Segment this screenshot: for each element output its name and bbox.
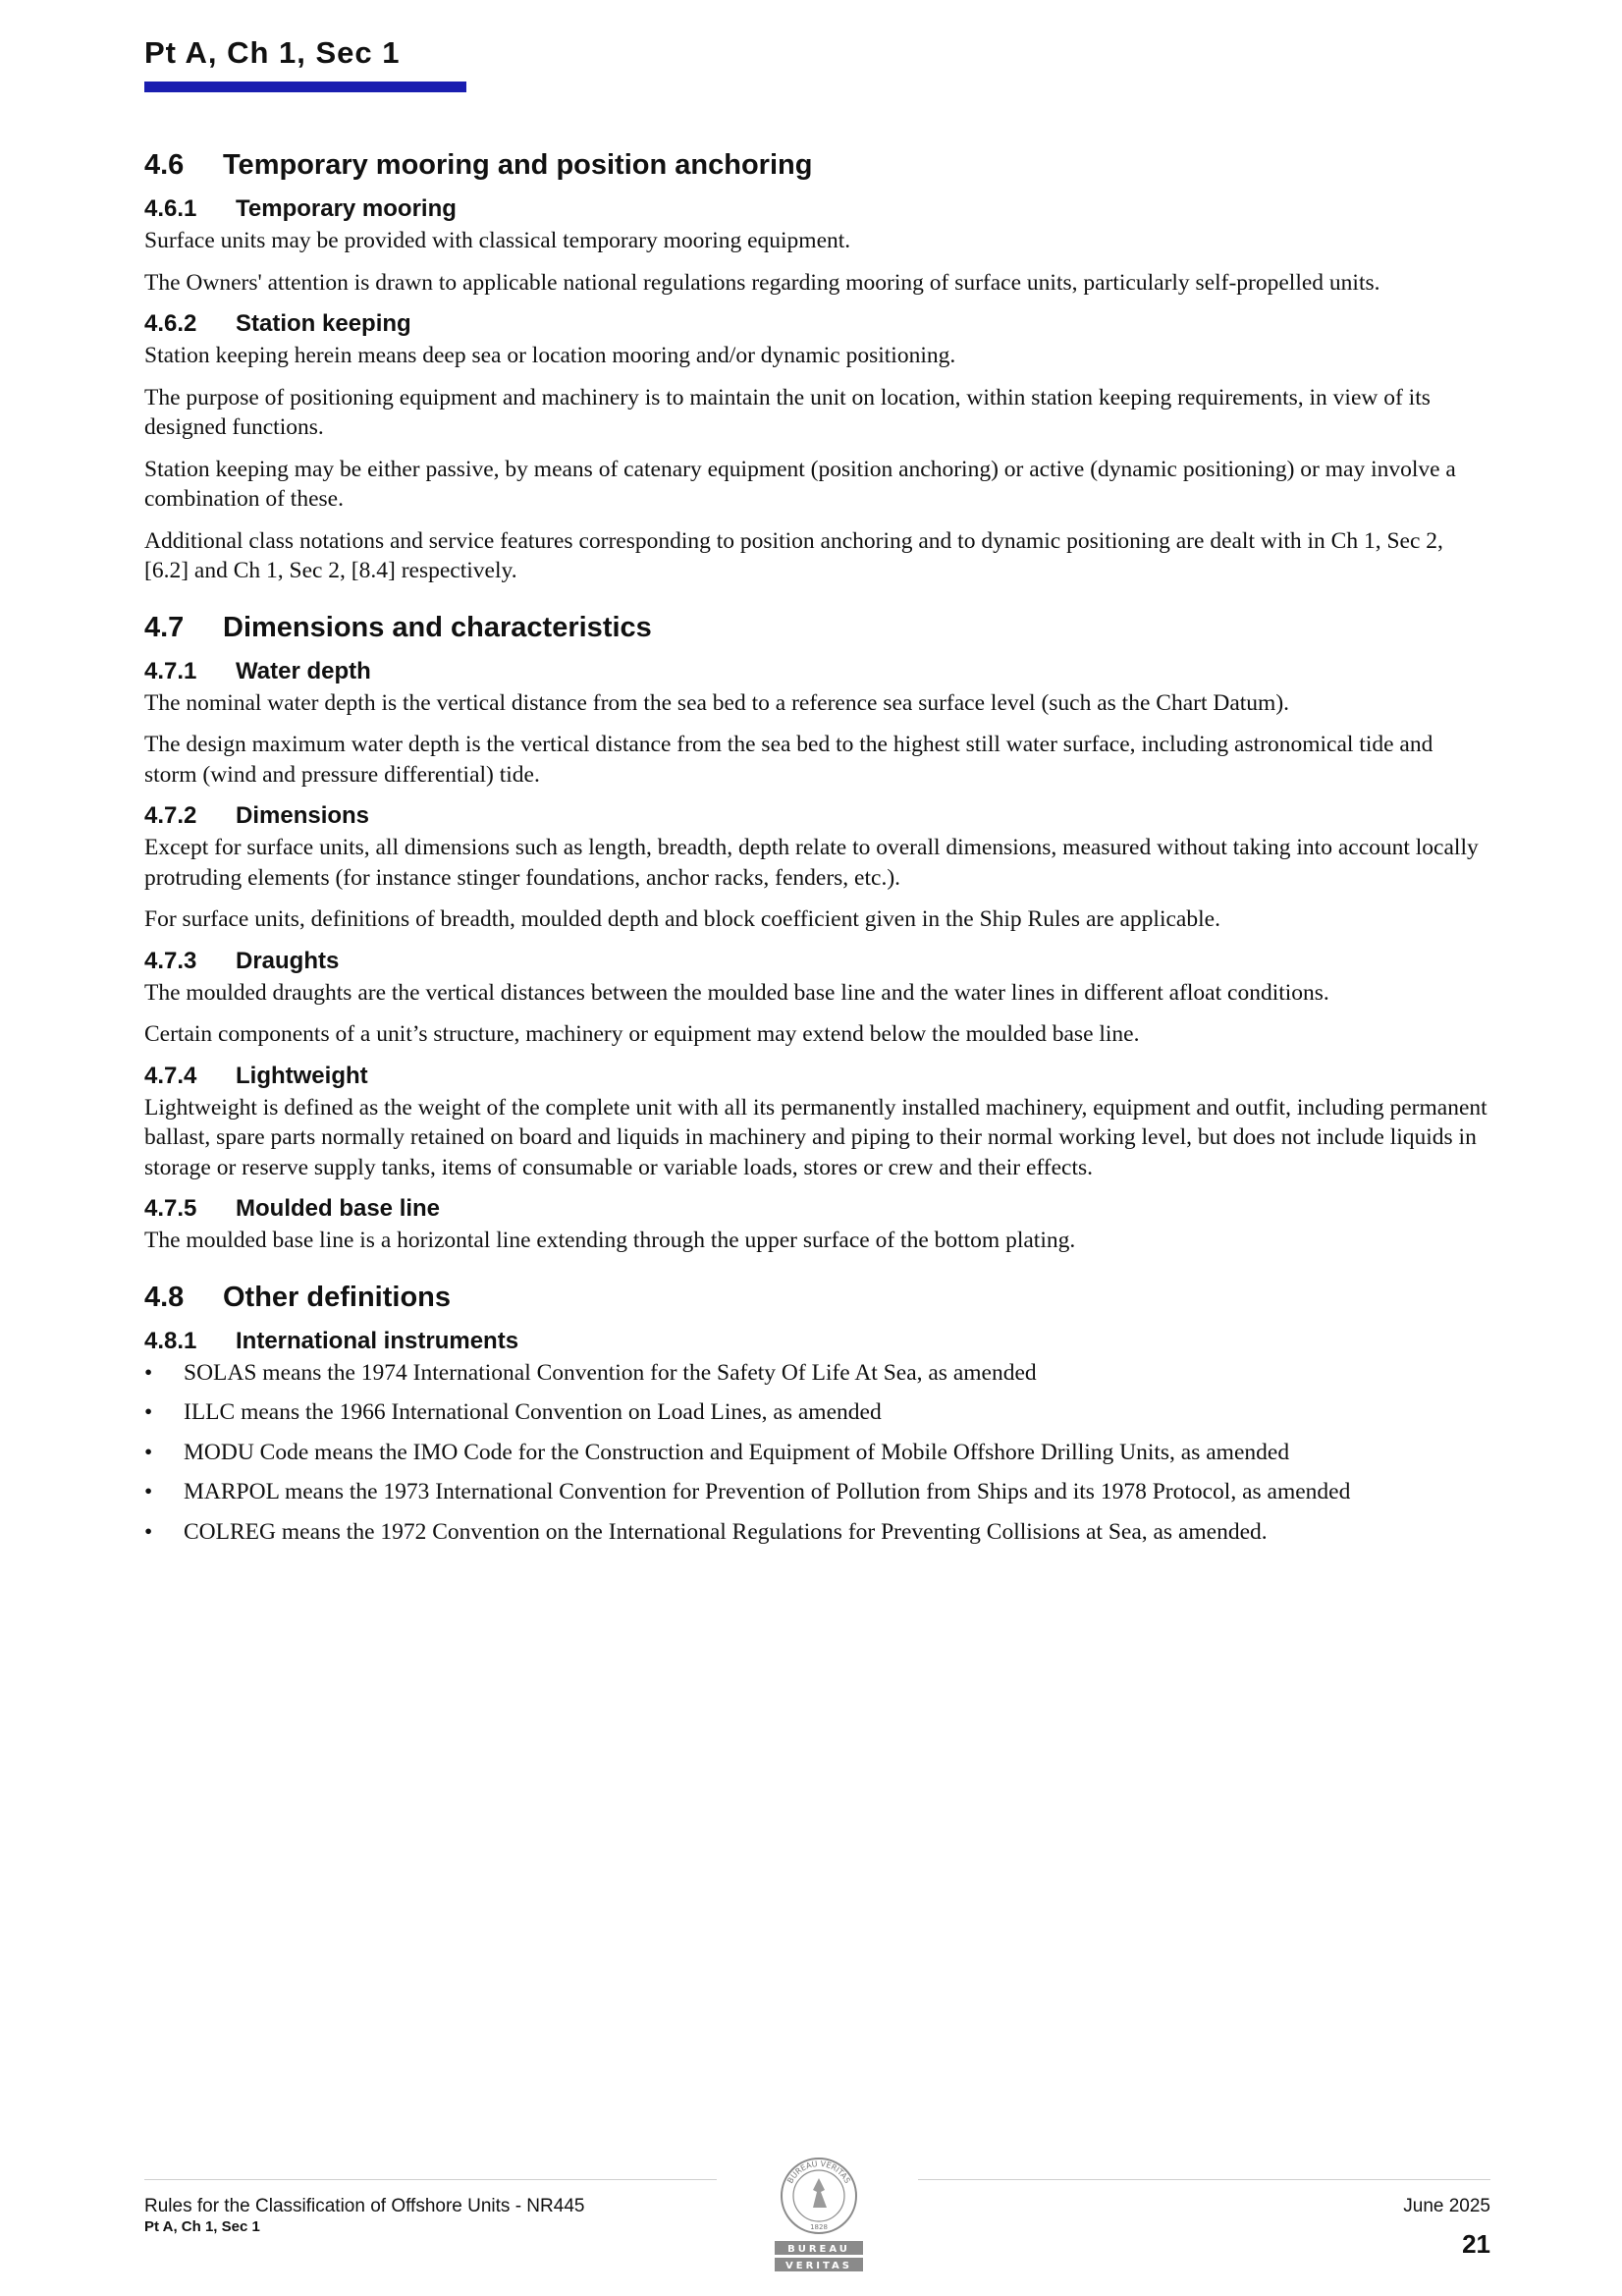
paragraph: Station keeping herein means deep sea or location mooring and/or dynamic positioning.: [144, 343, 956, 368]
list-item: [144, 1358, 1489, 1389]
bullet-marker: •: [144, 1399, 153, 1425]
paragraph: For surface units, definitions of breadth, moulded depth and block coefficient given in the Ship Rules are applicable.: [144, 906, 1220, 932]
paragraph: The nominal water depth is the vertical distance from the sea bed to a reference sea surface level (such as the Chart Datum).: [144, 689, 1290, 716]
subsection-title: Station keeping: [236, 310, 411, 337]
document-body: [144, 145, 1489, 1557]
paragraph: The Owners' attention is drawn to applicable national regulations regarding mooring of surface units, particularly self-propelled units.: [144, 269, 1380, 296]
subsection-title: Dimensions: [236, 802, 370, 829]
subsection-title: International instruments: [236, 1327, 519, 1354]
page-number: 21: [1462, 2229, 1490, 2259]
bullet-marker: •: [144, 1439, 153, 1465]
logo-word-2: VERITAS: [785, 2261, 852, 2271]
subsection-heading: [144, 1192, 1489, 1226]
subsection-heading: [144, 192, 1489, 226]
list-item-text: MARPOL means the 1973 International Convention for Prevention of Pollution from Ships and its 1978 Protocol, as amended: [184, 1479, 1351, 1504]
paragraph: The moulded draughts are the vertical distances between the moulded base line and the water lines in different afloat conditions.: [144, 979, 1329, 1006]
section-title: Dimensions and characteristics: [223, 611, 652, 643]
paragraph: The purpose of positioning equipment and machinery is to maintain the unit on location, within station keeping requirements, in view of its designed functions.: [144, 384, 1431, 440]
list-item: [144, 1397, 1489, 1428]
section-number: 4.7: [144, 611, 185, 643]
list-item-text: ILLC means the 1966 International Convention on Load Lines, as amended: [184, 1399, 882, 1425]
header-bar: [144, 82, 466, 92]
logo-word-1: BUREAU: [787, 2244, 850, 2255]
paragraph: The moulded base line is a horizontal line extending through the upper surface of the bottom plating.: [144, 1228, 1076, 1253]
bullet-marker: •: [144, 1518, 153, 1545]
subsection-number: 4.7.4: [144, 1062, 197, 1089]
subsection-number: 4.7.1: [144, 657, 197, 684]
list-item: [144, 1438, 1489, 1468]
subsection-title: Draughts: [236, 947, 340, 974]
logo-ring-text: BUREAU VERITAS: [785, 2159, 852, 2185]
paragraph: Lightweight is defined as the weight of the complete unit with all its permanently installed machinery, equipment and outfit, including permanent ballast, spare parts normally retained on board and liquids in machinery and piping to their normal working level, but does not include liquids in storage or reserve supply tanks, items of consumable or variable loads, stores or crew and their effects.: [144, 1094, 1487, 1180]
section-number: 4.6: [144, 149, 185, 181]
footer-divider-left: [144, 2179, 717, 2180]
running-header: [144, 35, 401, 71]
list-item-text: COLREG means the 1972 Convention on the International Regulations for Preventing Collisions at Sea, as amended.: [184, 1518, 1268, 1545]
subsection-heading: [144, 1325, 1489, 1358]
subsection-title: Lightweight: [236, 1062, 368, 1089]
paragraph: Station keeping may be either passive, by means of catenary equipment (position anchoring) or active (dynamic positioning) or may involve a combination of these.: [144, 456, 1456, 512]
bullet-marker: •: [144, 1359, 153, 1386]
section-number: 4.8: [144, 1281, 185, 1313]
subsection-heading: [144, 799, 1489, 833]
subsection-title: Water depth: [236, 657, 371, 684]
bullet-list: [144, 1358, 1489, 1548]
subsection-heading: [144, 307, 1489, 341]
subsection-number: 4.8.1: [144, 1327, 197, 1354]
subsection-number: 4.6.1: [144, 195, 197, 222]
section-heading: [144, 608, 1489, 647]
section-heading: [144, 145, 1489, 185]
footer-section-ref: Pt A, Ch 1, Sec 1: [144, 2218, 260, 2235]
list-item-text: SOLAS means the 1974 International Convention for the Safety Of Life At Sea, as amended: [184, 1359, 1037, 1386]
footer-divider-right: [918, 2179, 1490, 2180]
logo-year: 1828: [810, 2223, 828, 2231]
subsection-title: Temporary mooring: [236, 195, 457, 222]
footer-right: [1403, 2196, 1490, 2260]
subsection-heading: [144, 945, 1489, 978]
subsection-heading: [144, 655, 1489, 688]
paragraph: Except for surface units, all dimensions such as length, breadth, depth relate to overall dimensions, measured without taking into account locally protruding elements (for instance stinger foundations, anchor racks, fenders, etc.).: [144, 835, 1479, 891]
list-item: [144, 1477, 1489, 1507]
paragraph: Surface units may be provided with classical temporary mooring equipment.: [144, 228, 851, 253]
section-heading: [144, 1278, 1489, 1317]
subsection-heading: [144, 1060, 1489, 1093]
bullet-marker: •: [144, 1479, 153, 1504]
section-title: Other definitions: [223, 1281, 451, 1313]
list-item: [144, 1517, 1489, 1548]
list-item-text: MODU Code means the IMO Code for the Construction and Equipment of Mobile Offshore Drilling Units, as amended: [184, 1439, 1290, 1465]
paragraph: The design maximum water depth is the vertical distance from the sea bed to the highest still water surface, including astronomical tide and storm (wind and pressure differential) tide.: [144, 732, 1433, 788]
header-title: Pt A, Ch 1, Sec 1: [144, 35, 401, 70]
paragraph: Certain components of a unit’s structure, machinery or equipment may extend below the moulded base line.: [144, 1021, 1140, 1047]
paragraph: Additional class notations and service features corresponding to position anchoring and to dynamic positioning are dealt with in Ch 1, Sec 2, [6.2] and Ch 1, Sec 2, [8.4] respectively.: [144, 527, 1443, 583]
subsection-number: 4.7.3: [144, 947, 197, 974]
subsection-number: 4.7.2: [144, 802, 197, 829]
subsection-number: 4.6.2: [144, 310, 197, 337]
footer-document-title: Rules for the Classification of Offshore Units - NR445: [144, 2196, 585, 2216]
bureau-veritas-logo-icon: [770, 2149, 868, 2276]
footer-date: June 2025: [1403, 2196, 1490, 2216]
footer-left: [144, 2196, 584, 2237]
section-title: Temporary mooring and position anchoring: [223, 149, 813, 181]
subsection-title: Moulded base line: [236, 1195, 441, 1222]
subsection-number: 4.7.5: [144, 1195, 197, 1222]
